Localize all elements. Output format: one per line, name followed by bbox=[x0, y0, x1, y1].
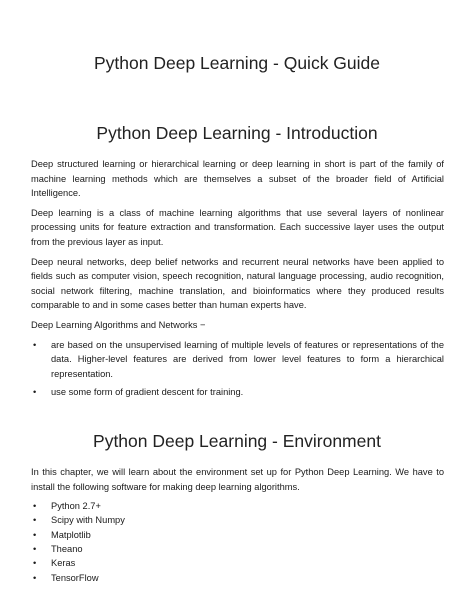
list-item bbox=[31, 528, 444, 542]
section-heading-environment: Python Deep Learning - Environment bbox=[93, 431, 381, 451]
list-item bbox=[31, 338, 444, 382]
bullet-icon: • bbox=[33, 387, 37, 398]
list-item-text: use some form of gradient descent for training. bbox=[51, 387, 244, 398]
bullet-icon: • bbox=[33, 544, 37, 555]
list-item bbox=[31, 385, 444, 400]
intro-paragraph-3: Deep neural networks, deep belief networks and recurrent neural networks have been applied to fields such as computer vision, speech recognition, natural language processing, audio recognition, social network filtering, machine translation, and bioinformatics where they produced results comparable to and in some cases better than human experts have. bbox=[31, 256, 444, 311]
algorithms-list bbox=[31, 338, 444, 400]
intro-paragraph-4: Deep Learning Algorithms and Networks − bbox=[31, 319, 206, 330]
list-item-text: Keras bbox=[51, 558, 76, 569]
software-list bbox=[31, 499, 444, 585]
environment-section bbox=[31, 465, 444, 585]
list-item-text: Matplotlib bbox=[51, 529, 91, 540]
list-item-text: Theano bbox=[51, 544, 83, 555]
bullet-icon: • bbox=[33, 339, 37, 350]
list-item-text: Scipy with Numpy bbox=[51, 515, 125, 526]
bullet-icon: • bbox=[33, 515, 37, 526]
list-item bbox=[31, 556, 444, 570]
intro-paragraph-2: Deep learning is a class of machine learning algorithms that use several layers of nonlinear processing units for feature extraction and transformation. Each successive layer uses the output from the previous layer as input. bbox=[31, 207, 444, 247]
list-item bbox=[31, 542, 444, 556]
introduction-section bbox=[31, 157, 444, 405]
bullet-icon: • bbox=[33, 558, 37, 569]
bullet-icon: • bbox=[33, 501, 37, 512]
list-item bbox=[31, 571, 444, 585]
list-item bbox=[31, 513, 444, 527]
section-heading-introduction: Python Deep Learning - Introduction bbox=[96, 123, 378, 143]
env-paragraph: In this chapter, we will learn about the environment set up for Python Deep Learning. We have to install the following software for making deep learning algorithms. bbox=[31, 467, 444, 492]
bullet-icon: • bbox=[33, 572, 37, 583]
list-item-text: TensorFlow bbox=[51, 572, 99, 583]
list-item bbox=[31, 499, 444, 513]
bullet-icon: • bbox=[33, 529, 37, 540]
intro-paragraph-1: Deep structured learning or hierarchical learning or deep learning in short is part of the family of machine learning methods which are themselves a subset of the broader field of Artificial Intelligence. bbox=[31, 159, 444, 199]
list-item-text: Python 2.7+ bbox=[51, 501, 101, 512]
list-item-text: are based on the unsupervised learning of multiple levels of features or representations of the data. Higher-level features are derived from lower level features to form a hierarchical representation. bbox=[51, 339, 444, 379]
document-title: Python Deep Learning - Quick Guide bbox=[94, 53, 380, 73]
